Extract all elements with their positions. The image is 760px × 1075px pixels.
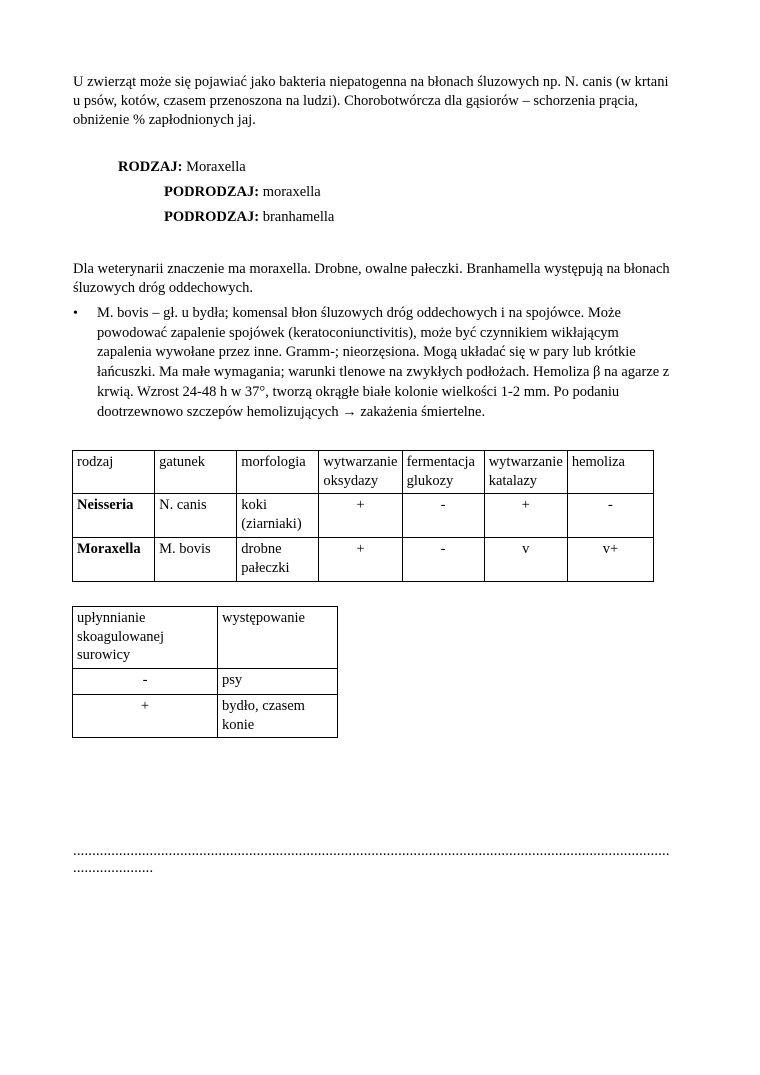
table-row xyxy=(73,695,338,738)
table-header-cell: morfologia xyxy=(237,451,319,494)
table-cell: bydło, czasem konie xyxy=(218,695,338,738)
table-cell: Neisseria xyxy=(73,494,155,538)
table-row xyxy=(73,538,654,582)
table-row xyxy=(73,669,338,695)
table-header-cell: hemoliza xyxy=(567,451,653,494)
table-cell: v xyxy=(484,538,567,582)
table-header-cell: wytwarzanie oksydazy xyxy=(319,451,402,494)
table-cell: M. bovis xyxy=(155,538,237,582)
table-cell: Moraxella xyxy=(73,538,155,582)
taxonomy-subgenus-1 xyxy=(164,183,321,202)
table-header-cell: gatunek xyxy=(155,451,237,494)
taxonomy-subgenus-2 xyxy=(164,208,334,227)
table-cell: + xyxy=(73,695,218,738)
comparison-table xyxy=(72,450,654,582)
bullet-text: M. bovis – gł. u bydła; komensal błon śluzowych dróg oddechowych i na spojówce. Może powodować zapalenie spojówek (keratoconiunctivitis), może być czynnikiem wikłającym zapalenia wywołane przez inne. Gramm-; nieorzęsiona. Mogą układać się w pary lub krótkie łańcuszki. Ma małe wymagania; warunki tlenowe na zwykłych podłożach. Hemoliza β na agarze z krwią. Wzrost 24-48 h w 37°, tworzą okrągłe białe kolonie wielkości 1-2 mm. Po podaniu dootrzewnowo szczepów hemolizujących → zakażenia śmiertelne. xyxy=(97,305,670,420)
table-header-cell: fermentacja glukozy xyxy=(402,451,484,494)
dotted-separator: ............................................................................................................................................................ xyxy=(73,843,670,859)
table-cell: - xyxy=(402,538,484,582)
dotted-separator: ..................... xyxy=(73,860,154,876)
table-header-cell: rodzaj xyxy=(73,451,155,494)
genus-value: Moraxella xyxy=(186,159,246,175)
table-cell: psy xyxy=(218,669,338,695)
table-header-cell: upłynnianie skoagulowanej surowicy xyxy=(73,607,218,669)
table-row xyxy=(73,494,654,538)
genus-label: RODZAJ: xyxy=(118,159,183,175)
table-cell: + xyxy=(319,538,402,582)
subgenus-2-label: PODRODZAJ: xyxy=(164,209,260,225)
table-cell: koki (ziarniaki) xyxy=(237,494,319,538)
vet-note-paragraph: Dla weterynarii znaczenie ma moraxella. Drobne, owalne pałeczki. Branhamella występują na błonach śluzowych dróg oddechowych. xyxy=(73,261,670,296)
table-header-row xyxy=(73,451,654,494)
table-cell: + xyxy=(319,494,402,538)
intro-paragraph: U zwierząt może się pojawiać jako bakteria niepatogenna na błonach śluzowych np. N. canis (w krtani u psów, kotów, czasem przenoszona na ludzi). Chorobotwórcza dla gąsiorów – schorzenia prącia, obniżenie % zapłodnionych jaj. xyxy=(73,74,669,128)
bullet-icon: • xyxy=(73,306,78,321)
table-header-row xyxy=(73,607,338,669)
table-cell: N. canis xyxy=(155,494,237,538)
subgenus-1-value: moraxella xyxy=(262,184,321,200)
subgenus-1-label: PODRODZAJ: xyxy=(164,184,260,200)
table-cell: drobne pałeczki xyxy=(237,538,319,582)
serum-table xyxy=(72,606,338,738)
table-cell: v+ xyxy=(567,538,653,582)
table-header-cell: wytwarzanie katalazy xyxy=(484,451,567,494)
table-cell: - xyxy=(402,494,484,538)
table-cell: - xyxy=(567,494,653,538)
table-cell: + xyxy=(484,494,567,538)
table-cell: - xyxy=(73,669,218,695)
table-header-cell: występowanie xyxy=(218,607,338,669)
taxonomy-genus xyxy=(118,158,246,177)
subgenus-2-value: branhamella xyxy=(262,209,335,225)
